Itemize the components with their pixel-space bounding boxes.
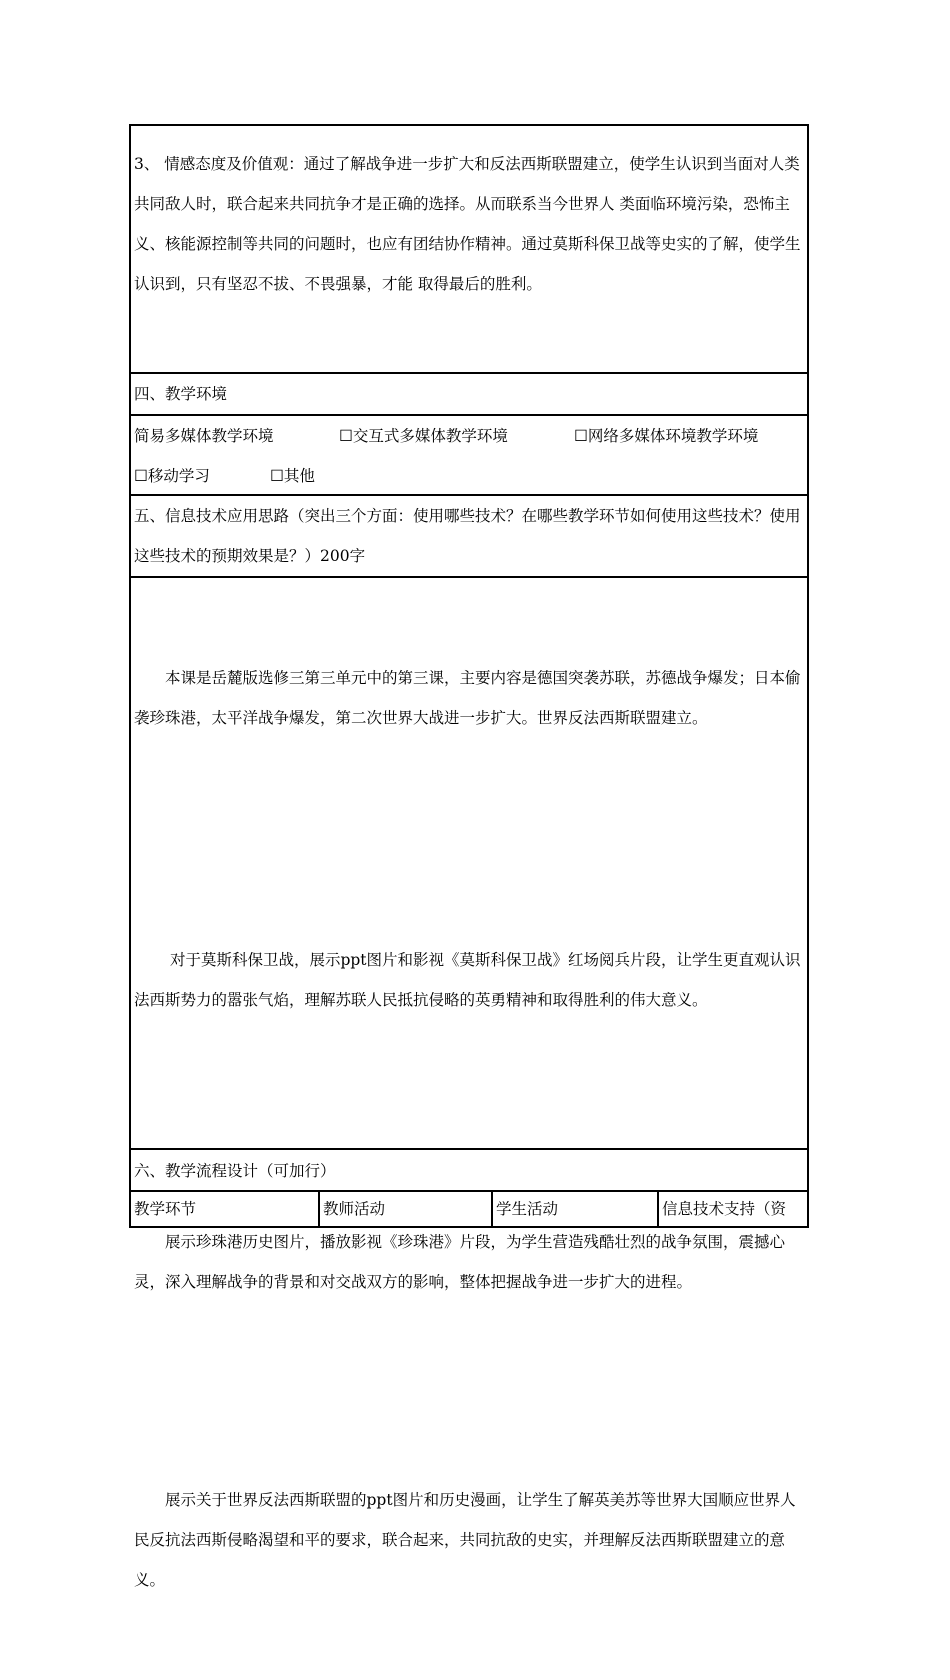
- env-option-simple-multimedia[interactable]: 简易多媒体教学环境: [134, 427, 274, 445]
- section-5-paragraph: 展示珍珠港历史图片，播放影视《珍珠港》片段，为学生营造残酷壮烈的战争氛围，震撼心灵，深入理解战争的背景和对交战双方的影响，整体把握战争进一步扩大的进程。: [134, 1233, 786, 1291]
- env-option-other[interactable]: ☐其他: [270, 467, 315, 485]
- env-options-row-2: [131, 456, 807, 496]
- section-3-text: 3、 情感态度及价值观：通过了解战争进一步扩大和反法西斯联盟建立，使学生认识到当面对人类共同敌人时，联合起来共同抗争才是正确的选择。从而联系当今世界人 类面临环境污染，恐怖主义、核能源控制等共同的问题时，也应有团结协作精神。通过莫斯科保卫战等史实的了解，使学生认识到，只有坚忍不拔、不畏强暴，才能 取得最后的胜利。: [134, 155, 801, 293]
- env-option-network-multimedia[interactable]: ☐网络多媒体环境教学环境: [574, 427, 759, 445]
- env-option-mobile-learning[interactable]: ☐移动学习: [134, 467, 210, 485]
- section-4-heading-cell: [129, 372, 809, 414]
- flow-table-header-row: [131, 1192, 807, 1226]
- section-5-paragraph: 对于莫斯科保卫战，展示ppt图片和影视《莫斯科保卫战》红场阅兵片段，让学生更直观认识法西斯势力的嚣张气焰，理解苏联人民抵抗侵略的英勇精神和取得胜利的伟大意义。: [134, 951, 801, 1009]
- section-6-heading-cell: [129, 1148, 809, 1190]
- section-6-heading: 六、教学流程设计（可加行）: [134, 1162, 336, 1180]
- lesson-plan-table: [129, 124, 809, 1589]
- env-options-row-1: [131, 416, 807, 456]
- section-5-paragraph: 本课是岳麓版选修三第三单元中的第三课，主要内容是德国突袭苏联，苏德战争爆发；日本偷袭珍珠港，太平洋战争爆发，第二次世界大战进一步扩大。世界反法西斯联盟建立。: [134, 669, 801, 727]
- section-4-options-cell: [129, 414, 809, 494]
- column-header-teacher-activity: 教师活动: [320, 1192, 493, 1226]
- section-5-heading: 五、信息技术应用思路（突出三个方面：使用哪些技术？在哪些教学环节如何使用这些技术？使用这些技术的预期效果是？）200字: [134, 507, 801, 565]
- column-header-student-activity: 学生活动: [493, 1192, 659, 1226]
- section-3-cell: [129, 124, 809, 372]
- section-5-heading-cell: [129, 494, 809, 576]
- flow-table-header: [129, 1190, 809, 1228]
- env-option-interactive-multimedia[interactable]: ☐交互式多媒体教学环境: [339, 427, 508, 445]
- section-5-paragraph: 展示关于世界反法西斯联盟的ppt图片和历史漫画，让学生了解英美苏等世界大国顺应世界人民反抗法西斯侵略渴望和平的要求，联合起来，共同抗敌的史实，并理解反法西斯联盟建立的意义。: [134, 1491, 796, 1589]
- column-header-teaching-stage: 教学环节: [131, 1192, 320, 1226]
- column-header-it-support: 信息技术支持（资: [662, 1200, 787, 1218]
- section-4-heading: 四、教学环境: [134, 385, 228, 403]
